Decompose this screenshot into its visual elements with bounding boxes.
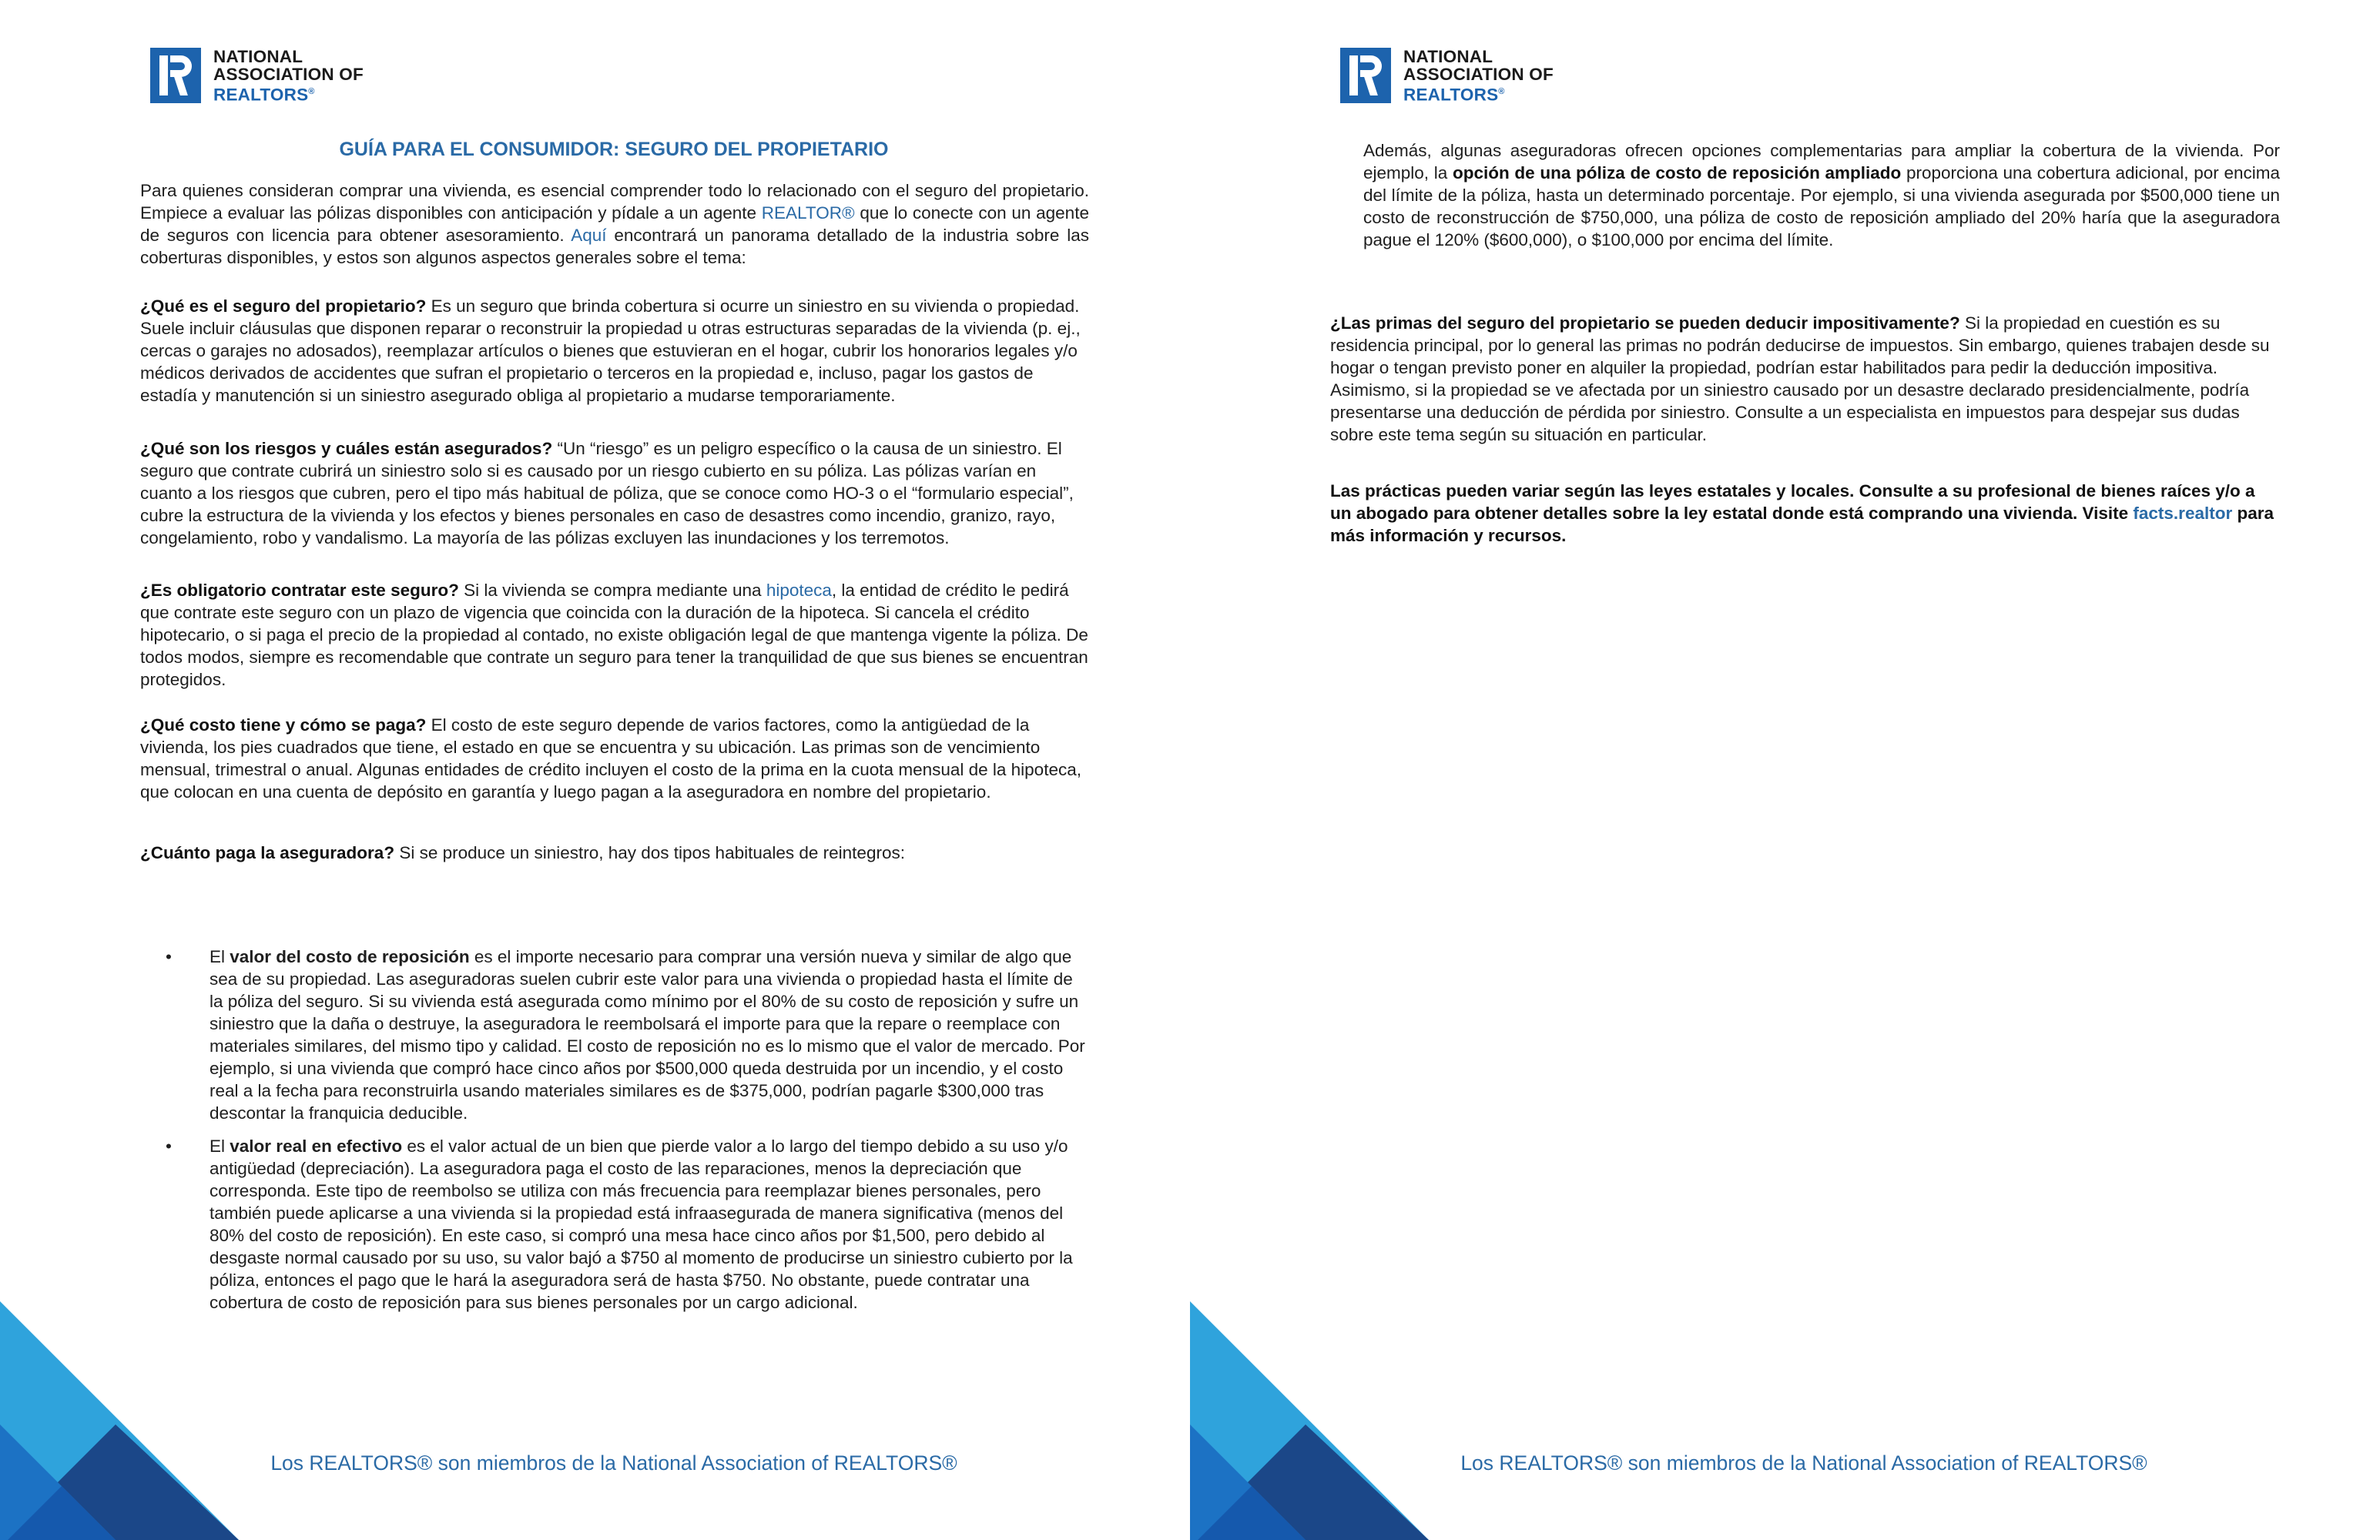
- bullet-1-term: valor del costo de reposición: [230, 947, 470, 966]
- list-item-replacement-cost: [140, 946, 1089, 1124]
- realtor-r-logo-icon: [1340, 48, 1391, 103]
- extended-text-a: Además, algunas aseguradoras ofrecen opciones complementarias para ampliar la cobertura de la vivienda. Por ejemplo, la: [1363, 141, 2280, 182]
- bullet-2-text: es el valor actual de un bien que pierde valor a lo largo del tiempo debido a su uso y/o antigüedad (depreciación). La aseguradora paga el costo de las reparaciones, menos la depreciación que corresponda. Este tipo de reembolso se utiliza con más frecuencia para reemplazar bienes personales, pero también puede aplicarse a una vivienda si la propiedad está infraasegurada de manera significativa (menos del 80% del costo de reposición). En este caso, si compró una mesa hace cinco años por $1,500, pero debido al desgaste normal causado por su uso, su valor bajó a $750 al momento de producirse un siniestro cubierto por la póliza, entonces el pago que le hará la aseguradora será de hasta $750. No obstante, puede contratar una cobertura de costo de reposición para sus bienes personales por un cargo adicional.: [210, 1137, 1073, 1312]
- footer-text: Los REALTORS® son miembros de la National Association of REALTORS®: [270, 1451, 957, 1475]
- footer-text: Los REALTORS® son miembros de la National Association of REALTORS®: [1460, 1451, 2147, 1475]
- logo-line-3: REALTORS: [1403, 85, 1499, 105]
- logo-line-3: REALTORS: [213, 85, 309, 105]
- answer-tax-deduction: Si la propiedad en cuestión es su residencia principal, por lo general las primas no podrán deducirse de impuestos. Sin embargo, quienes trabajen desde su hogar o tengan previsto poner en alquiler la propiedad, podrían estar habilitados para pedir la deducción impositiva. Asimismo, si la propiedad se ve afectada por un siniestro causado por un desastre declarado presidencialmente, podría presentarse una deducción de pérdida por siniestro. Consulte a un especialista en impuestos para despejar sus dudas sobre este tema según su situación en particular.: [1330, 313, 2270, 444]
- question-tax-deduction: ¿Las primas del seguro del propietario se pueden deducir impositivamente?: [1330, 313, 1960, 333]
- faq-payout: [140, 842, 1089, 864]
- payout-types-list: [140, 946, 1089, 1324]
- logo-line-1: NATIONAL: [1403, 47, 1493, 66]
- closing-text-b: para más información y recursos.: [1330, 504, 2274, 545]
- answer-payout: Si se produce un siniestro, hay dos tipos habituales de reintegros:: [399, 843, 905, 862]
- question-cost: ¿Qué costo tiene y cómo se paga?: [140, 715, 427, 735]
- extended-coverage-section: [1363, 139, 2280, 251]
- question-what-is-insurance: ¿Qué es el seguro del propietario?: [140, 296, 427, 316]
- bullet-1-text: es el importe necesario para comprar una versión nueva y similar de algo que sea de su propiedad. Las aseguradoras suelen cubrir este valor para una vivienda o propiedad hasta el límite de la póliza del seguro. Si su vivienda está asegurada como mínimo por el 80% de su costo de reposición y sufre un siniestro que la daña o destruye, la aseguradora le reembolsará el importe para que la repare o reemplace con materiales similares, del mismo tipo y calidad. El costo de reposición no es lo mismo que el valor de mercado. Por ejemplo, si una vivienda que compró hace cinco años por $500,000 queda destruida por un incendio, y el costo real a la fecha para reconstruirla usando materiales similares es de $375,000, podrían pagarle $300,000 tras descontar la franquicia deducible.: [210, 947, 1085, 1123]
- hipoteca-link[interactable]: hipoteca: [766, 581, 832, 600]
- list-item-actual-cash-value: [140, 1135, 1089, 1314]
- faq-tax-deduction: [1330, 312, 2279, 446]
- logo-registered-mark: ®: [308, 87, 315, 96]
- bullet-icon: •: [166, 1137, 172, 1156]
- logo-line-2: ASSOCIATION OF: [1403, 65, 1554, 84]
- facts-realtor-link[interactable]: facts.realtor: [2133, 504, 2233, 523]
- intro-paragraph: [140, 179, 1089, 269]
- intro-text-c: encontrará un panorama detallado de la industria sobre las coberturas disponibles, y estos son algunos aspectos generales sobre el tema:: [140, 226, 1089, 267]
- nar-logo: [1340, 48, 1554, 104]
- realtor-link[interactable]: REALTOR®: [761, 203, 855, 223]
- answer-risks: “Un “riesgo” es un peligro específico o la causa de un siniestro. El seguro que contrate cubrirá un siniestro solo si es causado por un riesgo cubierto en su póliza. Las pólizas varían en cuanto a los riesgos que cubren, pero el tipo más habitual de póliza, que se conoce como HO-3 o el “formulario especial”, cubre la estructura de la vivienda y los efectos y bienes personales en caso de desastres como incendio, granizo, rayo, congelamiento, robo y vandalismo. La mayoría de las pólizas excluyen las inundaciones y los terremotos.: [140, 439, 1074, 547]
- answer-what-is-insurance: Es un seguro que brinda cobertura si ocurre un siniestro en su vivienda o propiedad. Suele incluir cláusulas que disponen reparar o reconstruir la propiedad u otras estructuras separadas de la vivienda (p. ej., cercas o garajes no adosados), reemplazar artículos o bienes que estuvieran en el hogar, cubrir los honorarios legales y/o médicos derivados de accidentes que sufran el propietario o terceros en la propiedad e, incluso, pagar los gastos de estadía y manutención si un siniestro asegurado obliga al propietario a mudarse temporariamente.: [140, 296, 1081, 405]
- logo-line-1: NATIONAL: [213, 47, 303, 66]
- logo-registered-mark: ®: [1498, 87, 1505, 96]
- logo-wordmark: [213, 48, 364, 104]
- page-title: GUÍA PARA EL CONSUMIDOR: SEGURO DEL PROPIETARIO: [339, 139, 889, 160]
- faq-risks: [140, 437, 1089, 549]
- realtor-r-logo-icon: [150, 48, 201, 103]
- intro-text-a: Para quienes consideran comprar una vivienda, es esencial comprender todo lo relacionado con el seguro del propietario. Empiece a evaluar las pólizas disponibles con anticipación y pídale a un agente: [140, 181, 1089, 223]
- aqui-link[interactable]: Aquí: [571, 226, 607, 245]
- extended-term: opción de una póliza de costo de reposición ampliado: [1452, 163, 1902, 182]
- faq-mandatory: [140, 579, 1089, 691]
- corner-triangles-decoration: [1190, 1301, 1429, 1540]
- answer-mandatory-b: , la entidad de crédito le pedirá que contrate este seguro con un plazo de vigencia que coincida con la duración de la hipoteca. Si cancela el crédito hipotecario, o si paga el precio de la propiedad al contado, no existe obligación legal de que mantenga vigente la póliza. De todos modos, siempre es recomendable que contrate un seguro para tener la tranquilidad de que sus bienes se encuentran protegidos.: [140, 581, 1088, 689]
- intro-text-b: que lo conecte con un agente de seguros con licencia para obtener asesoramiento.: [140, 203, 1089, 245]
- nar-logo: [150, 48, 364, 104]
- answer-mandatory-a: Si la vivienda se compra mediante una: [464, 581, 762, 600]
- closing-text-a: Las prácticas pueden variar según las leyes estatales y locales. Consulte a su profesional de bienes raíces y/o a un abogado para obtener detalles sobre la ley estatal donde está comprando una vivienda. Visite: [1330, 481, 2255, 523]
- faq-what-is: [140, 295, 1089, 407]
- closing-disclaimer: [1330, 480, 2279, 547]
- logo-line-2: ASSOCIATION OF: [213, 65, 364, 84]
- bullet-2-prefix: El: [210, 1137, 226, 1156]
- bullet-2-term: valor real en efectivo: [230, 1137, 403, 1156]
- question-payout: ¿Cuánto paga la aseguradora?: [140, 843, 395, 862]
- faq-cost: [140, 714, 1089, 803]
- bullet-icon: •: [166, 947, 172, 966]
- answer-cost: El costo de este seguro depende de varios factores, como la antigüedad de la vivienda, los pies cuadrados que tiene, el estado en que se encuentra y su ubicación. Las primas son de vencimiento mensual, trimestral o anual. Algunas entidades de crédito incluyen el costo de la prima en la cuota mensual de la hipoteca, que colocan en una cuenta de depósito en garantía y luego pagan a la aseguradora en nombre del propietario.: [140, 715, 1081, 802]
- logo-wordmark: [1403, 48, 1554, 104]
- document-page-2: [1190, 0, 2380, 1540]
- question-mandatory: ¿Es obligatorio contratar este seguro?: [140, 581, 459, 600]
- question-risks: ¿Qué son los riesgos y cuáles están asegurados?: [140, 439, 553, 458]
- bullet-1-prefix: El: [210, 947, 226, 966]
- intro-section: [140, 179, 1089, 269]
- extended-text-b: proporciona una cobertura adicional, por encima del límite de la póliza, hasta un determinado porcentaje. Por ejemplo, si una vivienda asegurada por $500,000 tiene un costo de reconstrucción de $750,000, una póliza de costo de reposición ampliado del 20% haría que la aseguradora pague el 120% ($600,000), o $100,000 por encima del límite.: [1363, 163, 2280, 249]
- corner-triangles-decoration: [0, 1301, 239, 1540]
